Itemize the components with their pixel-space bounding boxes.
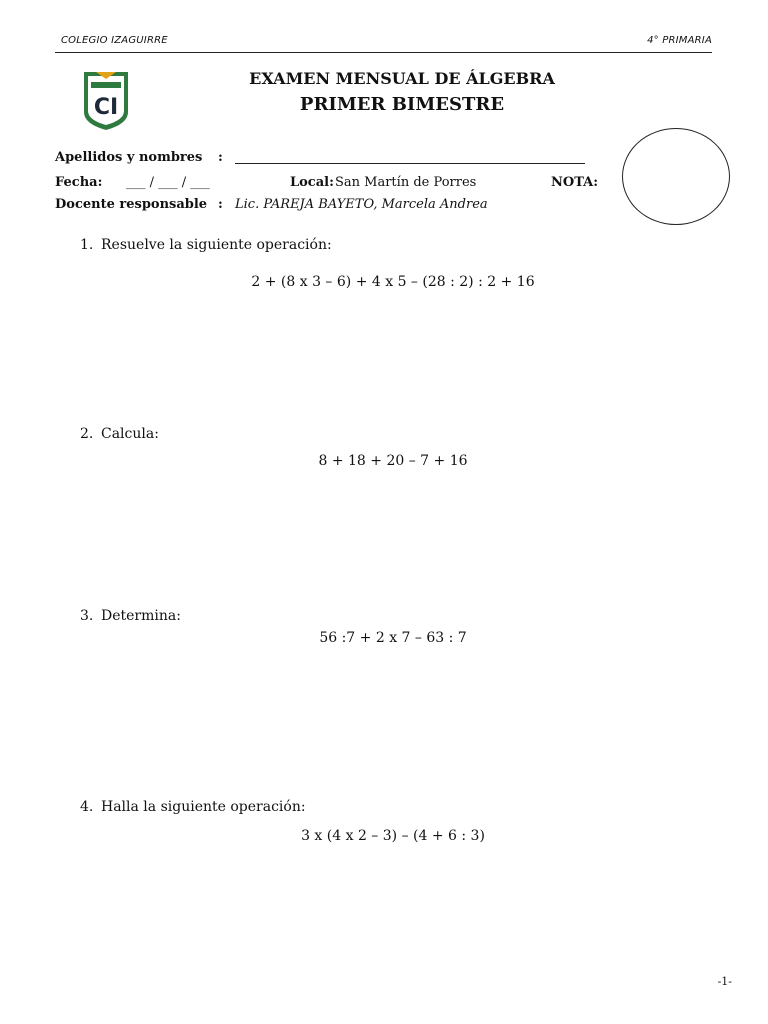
exam-subtitle: PRIMER BIMESTRE [299, 94, 505, 115]
date-blank[interactable]: ___ / ___ / ___ [126, 175, 210, 190]
question-4-text: Halla la siguiente operación: [101, 799, 306, 815]
local-value: San Martín de Porres [335, 175, 477, 190]
teacher-value: Lic. PAREJA BAYETO, Marcela Andrea [235, 197, 488, 212]
question-3-text: Determina: [101, 608, 181, 624]
nota-label: NOTA: [551, 175, 599, 190]
names-label: Apellidos y nombres [55, 150, 203, 165]
names-colon: : [218, 150, 223, 165]
question-3-expression: 56 :7 + 2 x 7 – 63 : 7 [319, 630, 467, 646]
names-blank-line[interactable] [235, 150, 585, 164]
question-1-number: 1. [80, 237, 94, 253]
header-school-name: COLEGIO IZAGUIRRE [61, 35, 168, 46]
page-number: -1- [717, 975, 732, 988]
local-label: Local: [290, 175, 334, 190]
question-2-number: 2. [80, 426, 94, 442]
header-grade: 4° PRIMARIA [647, 35, 712, 46]
question-4-expression: 3 x (4 x 2 – 3) – (4 + 6 : 3) [301, 828, 485, 844]
exam-title: EXAMEN MENSUAL DE ÁLGEBRA [249, 69, 555, 88]
header-divider [55, 52, 712, 53]
question-2-text: Calcula: [101, 426, 159, 442]
question-3-number: 3. [80, 608, 94, 624]
teacher-colon: : [218, 197, 223, 212]
date-label: Fecha: [55, 175, 103, 190]
question-4-number: 4. [80, 799, 94, 815]
teacher-label: Docente responsable [55, 197, 208, 212]
question-1-text: Resuelve la siguiente operación: [101, 237, 332, 253]
grade-circle[interactable] [622, 128, 730, 225]
logo-text: CI [93, 95, 119, 120]
question-1-expression: 2 + (8 x 3 – 6) + 4 x 5 – (28 : 2) : 2 + 16 [251, 274, 535, 290]
question-2-expression: 8 + 18 + 20 – 7 + 16 [318, 453, 468, 469]
